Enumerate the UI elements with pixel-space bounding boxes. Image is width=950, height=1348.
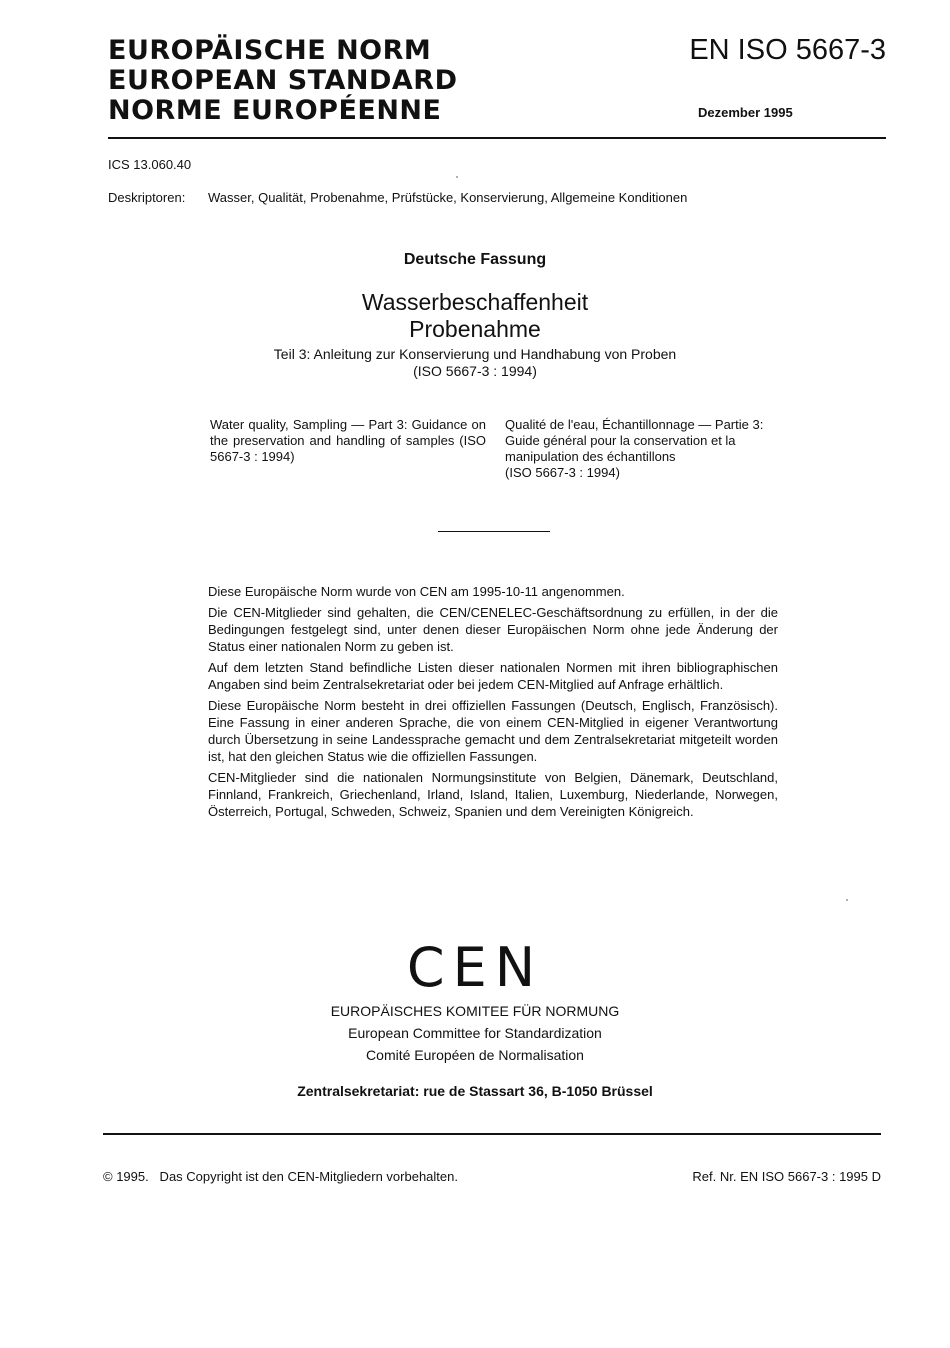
ics-code: ICS 13.060.40 <box>108 157 192 172</box>
scan-speck <box>846 899 848 901</box>
norm-title-de: EUROPÄISCHE NORM <box>108 35 432 66</box>
norm-title-fr: NORME EUROPÉENNE <box>108 95 442 126</box>
french-title <box>505 417 781 481</box>
copyright-notice: © 1995. Das Copyright ist den CEN-Mitgliedern vorbehalten. <box>103 1169 458 1184</box>
norm-title-en: EUROPEAN STANDARD <box>108 65 458 96</box>
part-title: Teil 3: Anleitung zur Konservierung und Handhabung von Proben <box>273 346 677 362</box>
english-title: Water quality, Sampling — Part 3: Guidance on the preservation and handling of samples (ISO 5667-3 : 1994) <box>210 417 486 464</box>
french-title-line: (ISO 5667-3 : 1994) <box>505 465 620 480</box>
version-heading: Deutsche Fassung <box>403 251 547 268</box>
french-title-line: Guide général pour la conservation et la <box>505 433 736 448</box>
reference-number: Ref. Nr. EN ISO 5667-3 : 1995 D <box>692 1169 881 1184</box>
section-divider <box>438 531 550 532</box>
footer-divider <box>103 1133 881 1135</box>
scan-speck <box>456 176 458 178</box>
publication-date: Dezember 1995 <box>698 105 793 120</box>
committee-names <box>0 1000 950 1066</box>
descriptors-value: Wasser, Qualität, Probenahme, Prüfstücke, Konservierung, Allgemeine Konditionen <box>208 190 688 205</box>
document-title <box>0 289 950 343</box>
iso-reference: (ISO 5667-3 : 1994) <box>413 363 537 379</box>
standard-number: EN ISO 5667-3 <box>689 34 886 66</box>
title-line-2: Probenahme <box>409 316 541 342</box>
body-paragraph: CEN-Mitglieder sind die nationalen Normungsinstitute von Belgien, Dänemark, Deutschland, Finnland, Frankreich, Griechenland, Irland, Island, Italien, Luxemburg, Niederlande, Norwegen, Österreich, Portugal, Schweden, Schweiz, Spanien und dem Vereinigten Königreich. <box>208 770 778 819</box>
body-paragraph: Diese Europäische Norm besteht in drei offiziellen Fassungen (Deutsch, Englisch, Französisch). Eine Fassung in einer anderen Sprache, die von einem CEN-Mitglied in eigener Verantwortung durch Übersetzung in seine Landessprache gemacht und dem Zentralsekretariat mitgeteilt worden ist, hat den gleichen Status wie die offiziellen Fassungen. <box>208 698 778 764</box>
document-subtitle <box>0 346 950 380</box>
french-title-line: manipulation des échantillons <box>505 449 676 464</box>
body-paragraph: Diese Europäische Norm wurde von CEN am 1995-10-11 angenommen. <box>208 584 625 599</box>
committee-en: European Committee for Standardization <box>348 1025 602 1041</box>
title-line-1: Wasserbeschaffenheit <box>361 289 589 315</box>
committee-de: EUROPÄISCHES KOMITEE FÜR NORMUNG <box>330 1003 620 1019</box>
central-secretariat: Zentralsekretariat: rue de Stassart 36, B-1050 Brüssel <box>297 1083 653 1099</box>
header-divider <box>108 137 886 139</box>
french-title-line: Qualité de l'eau, Échantillonnage — Partie 3: <box>505 417 764 432</box>
body-paragraph: Die CEN-Mitglieder sind gehalten, die CEN/CENELEC-Geschäftsordnung zu erfüllen, in der die Bedingungen festgelegt sind, unter denen dieser Europäischen Norm ohne jede Änderung der Status einer nationalen Norm zu geben ist. <box>208 605 778 654</box>
committee-fr: Comité Européen de Normalisation <box>366 1047 584 1063</box>
descriptors-label: Deskriptoren: <box>108 190 186 205</box>
norm-title-block <box>108 36 458 126</box>
cen-logo: CEN <box>406 936 544 999</box>
body-paragraph: Auf dem letzten Stand befindliche Listen dieser nationalen Normen mit ihren bibliographischen Angaben sind beim Zentralsekretariat oder bei jedem CEN-Mitglied auf Anfrage erhältlich. <box>208 660 778 692</box>
adoption-notice <box>208 583 778 824</box>
